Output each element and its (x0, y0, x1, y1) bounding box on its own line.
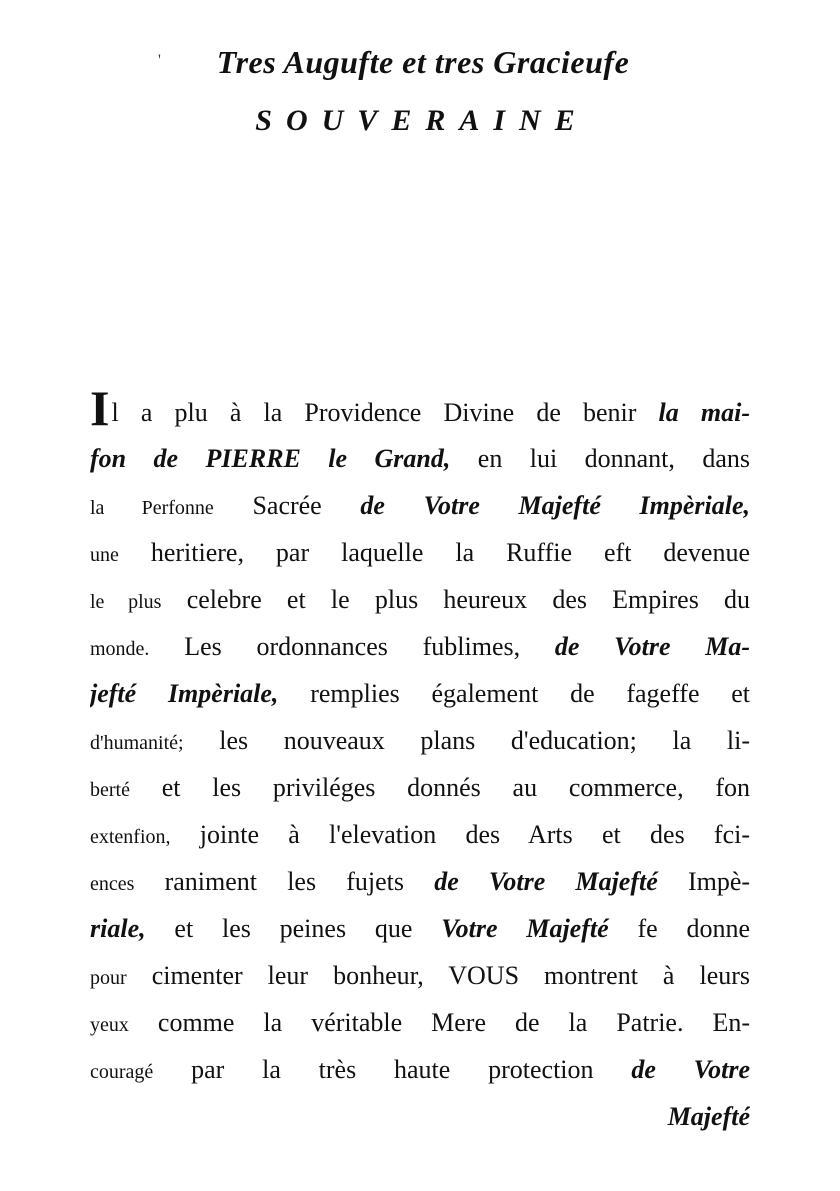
text-line: monde. Les ordonnances fublimes, de Votre Ma- (90, 632, 750, 661)
text-line: yeux comme la véritable Mere de la Patrie. En- (90, 1008, 750, 1037)
text-line: riale, et les peines que Votre Majefté fe donne (90, 914, 750, 943)
text-line: d'humanité; les nouveaux plans d'education; la li- (90, 726, 750, 755)
text-line: jefté Impèriale, remplies également de fageffe et (90, 679, 750, 708)
text-line: une heritiere, par laquelle la Ruffie eft devenue (90, 538, 750, 567)
text-line: Il a plu à la Providence Divine de benir la mai- (90, 388, 750, 435)
text-line: extenfion, jointe à l'elevation des Arts et des fci- (90, 820, 750, 849)
catchword: Majefté (667, 1102, 750, 1131)
text-line: le plus celebre et le plus heureux des Empires du (90, 585, 750, 614)
dedication-body (90, 388, 750, 1140)
text-line: fon de PIERRE le Grand, en lui donnant, dans (90, 444, 750, 473)
drop-cap: I (90, 388, 110, 435)
text-line: couragé par la très haute protection de Votre (90, 1055, 750, 1084)
text-line: pour cimenter leur bonheur, VOUS montrent à leurs (90, 961, 750, 990)
text-line: ences raniment les fujets de Votre Majefté Impè- (90, 867, 750, 896)
dedication-heading: Tres Augufte et tres Gracieufe (216, 44, 630, 80)
stray-mark: ' (158, 52, 161, 69)
dedication-title: SOUVERAINE (255, 104, 589, 137)
text-line: la Perfonne Sacrée de Votre Majefté Impèriale, (90, 491, 750, 520)
text-line: berté et les priviléges donnés au commerce, fon (90, 773, 750, 802)
